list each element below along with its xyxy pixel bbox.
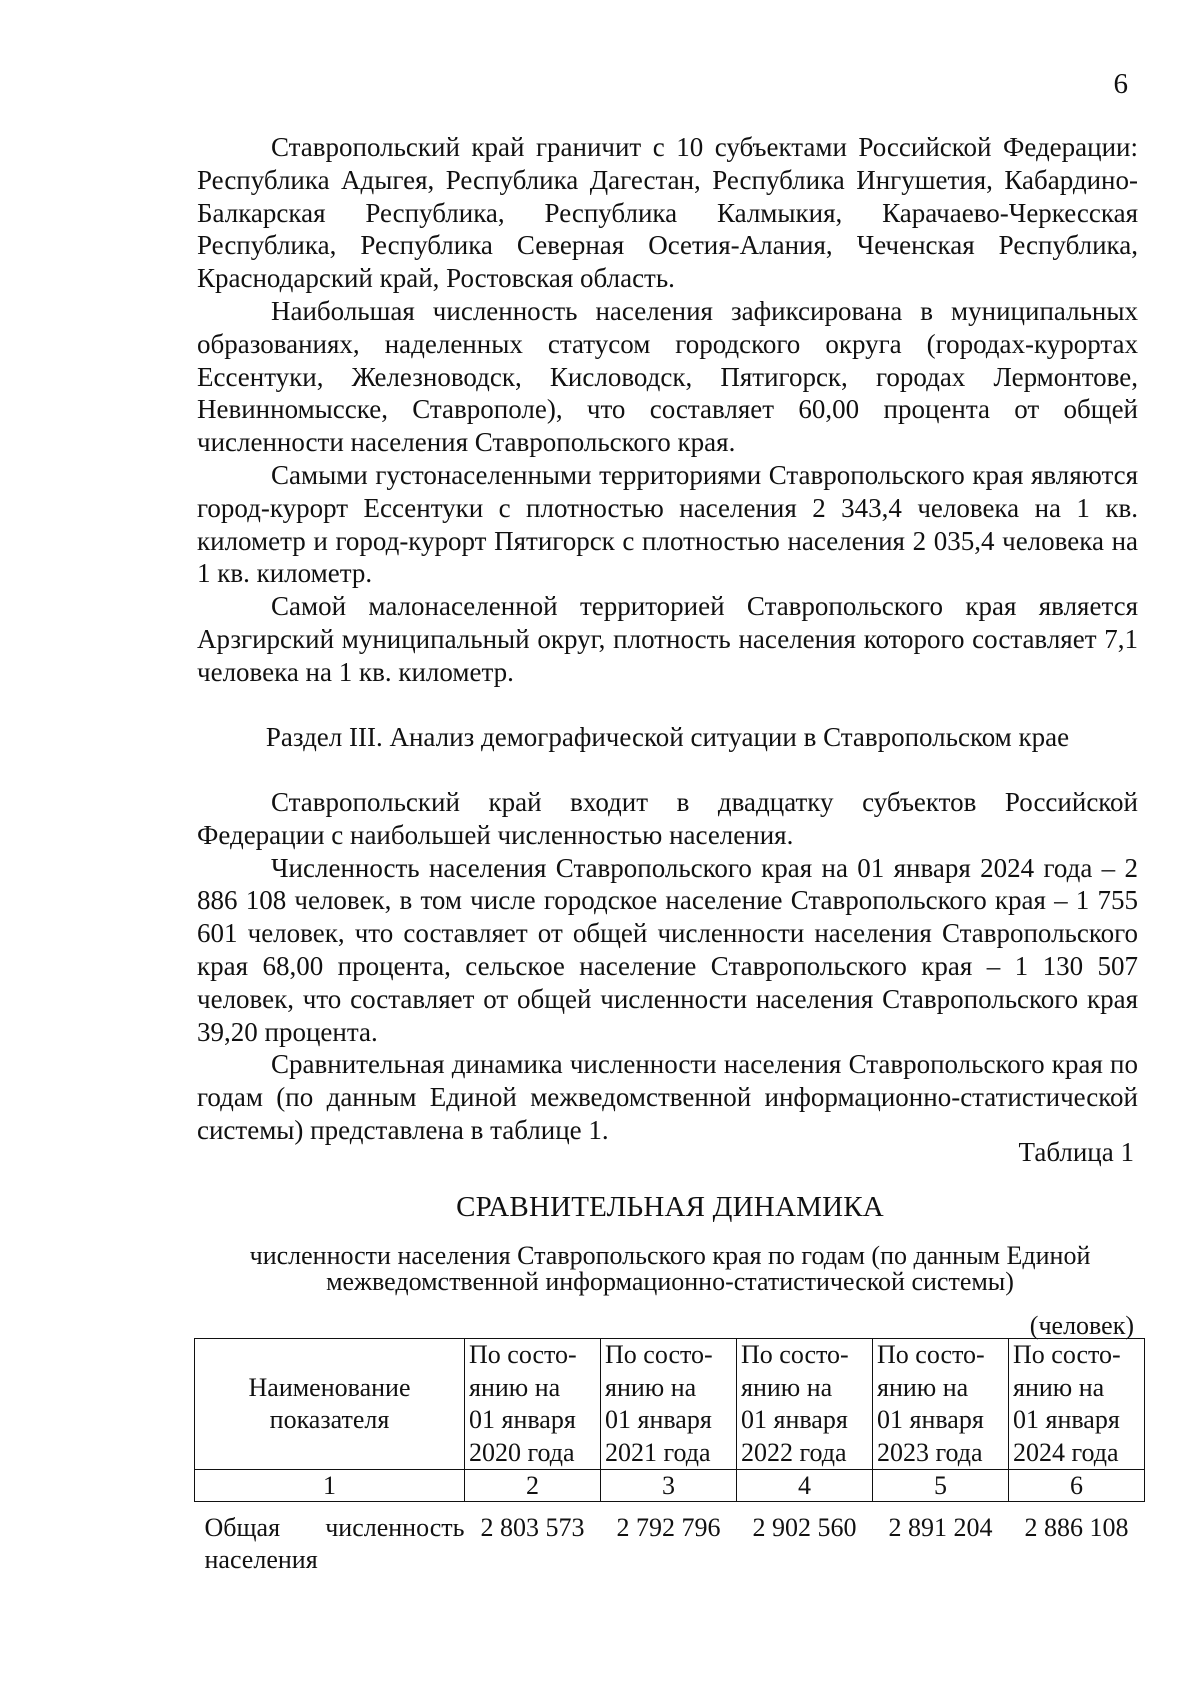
header-year-2020: По состо- янию на 01 января 2020 года (465, 1339, 601, 1470)
cell-value-2024: 2 886 108 (1024, 1513, 1129, 1542)
column-number: 6 (1009, 1470, 1145, 1502)
paragraph-density-highest: Самыми густонаселенными территориями Ставропольского края являются город-курорт Ессентуки с плотностью населения 2 343,4 человека на 1 кв. километр и город-курорт Пятигорск с плотностью населения 2 035,4 человека на 1 кв. километр. (197, 459, 1138, 589)
table-label: Таблица 1 (1018, 1137, 1134, 1167)
column-number: 2 (465, 1470, 601, 1502)
cell-value-2020: 2 803 573 (480, 1513, 585, 1542)
column-number: 1 (195, 1470, 465, 1502)
table-units: (человек) (1029, 1311, 1134, 1340)
paragraph-density-lowest: Самой малонаселенной территорией Ставропольского края является Арзгирский муниципальный округ, плотность населения которого составляет 7,1 человека на 1 кв. километр. (197, 591, 1138, 687)
page-number: 6 (1113, 68, 1128, 100)
table-subtitle (150, 1243, 1190, 1295)
row-label: Общая численность населения (204, 1513, 465, 1574)
intro-text (197, 131, 1138, 689)
header-year-2024: По состо- янию на 01 января 2024 года (1009, 1339, 1145, 1470)
paragraph-largest-population: Наибольшая численность населения зафиксирована в муниципальных образованиях, наделенных статусом городского округа (городах-курортах Ессентуки, Железноводск, Кисловодск, Пятигорск, городах Лермонтове, Невинномысске, Ставрополе), что составляет 60,00 процента от общей численности населения Ставропольского края. (197, 295, 1138, 458)
table-row (195, 1502, 1145, 1577)
header-indicator-name: Наименование показателя (195, 1339, 465, 1470)
column-number: 5 (873, 1470, 1009, 1502)
column-number: 4 (737, 1470, 873, 1502)
table-subtitle-line-1: численности населения Ставропольского края по годам (по данным Единой (249, 1241, 1091, 1270)
header-year-2021: По состо- янию на 01 января 2021 года (601, 1339, 737, 1470)
population-table (194, 1338, 1145, 1576)
cell-value-2022: 2 902 560 (752, 1513, 857, 1542)
header-year-2022: По состо- янию на 01 января 2022 года (737, 1339, 873, 1470)
table-subtitle-line-2: межведомственной информационно-статистической системы) (326, 1267, 1014, 1296)
section-text (197, 786, 1138, 1147)
paragraph-population-2024: Численность населения Ставропольского края на 01 января 2024 года – 2 886 108 человек, в том числе городское население Ставропольского края – 1 755 601 человек, что составляет от общей численности населения Ставропольского края 68,00 процента, сельское население Ставропольского края – 1 130 507 человек, что составляет от общей численности населения Ставропольского края 39,20 процента. (197, 852, 1138, 1047)
cell-value-2021: 2 792 796 (616, 1513, 721, 1542)
paragraph-table-reference: Сравнительная динамика численности населения Ставропольского края по годам (по данным Единой межведомственной информационно-статистической системы) представлена в таблице 1. (197, 1049, 1138, 1145)
table-title: СРАВНИТЕЛЬНАЯ ДИНАМИКА (456, 1191, 884, 1223)
paragraph-ranking: Ставропольский край входит в двадцатку субъектов Российской Федерации с наибольшей численностью населения. (197, 787, 1138, 850)
table-header-row (195, 1339, 1145, 1470)
cell-value-2023: 2 891 204 (888, 1513, 993, 1542)
paragraph-borders: Ставропольский край граничит с 10 субъектами Российской Федерации: Республика Адыгея, Республика Дагестан, Республика Ингушетия, Кабардино-Балкарская Республика, Республика Калмыкия, Карачаево-Черкесская Республика, Республика Северная Осетия-Алания, Чеченская Республика, Краснодарский край, Ростовская область. (197, 132, 1138, 294)
column-number-row (195, 1470, 1145, 1502)
header-year-2023: По состо- янию на 01 января 2023 года (873, 1339, 1009, 1470)
column-number: 3 (601, 1470, 737, 1502)
section-title: Раздел III. Анализ демографической ситуации в Ставропольском крае (265, 722, 1070, 752)
